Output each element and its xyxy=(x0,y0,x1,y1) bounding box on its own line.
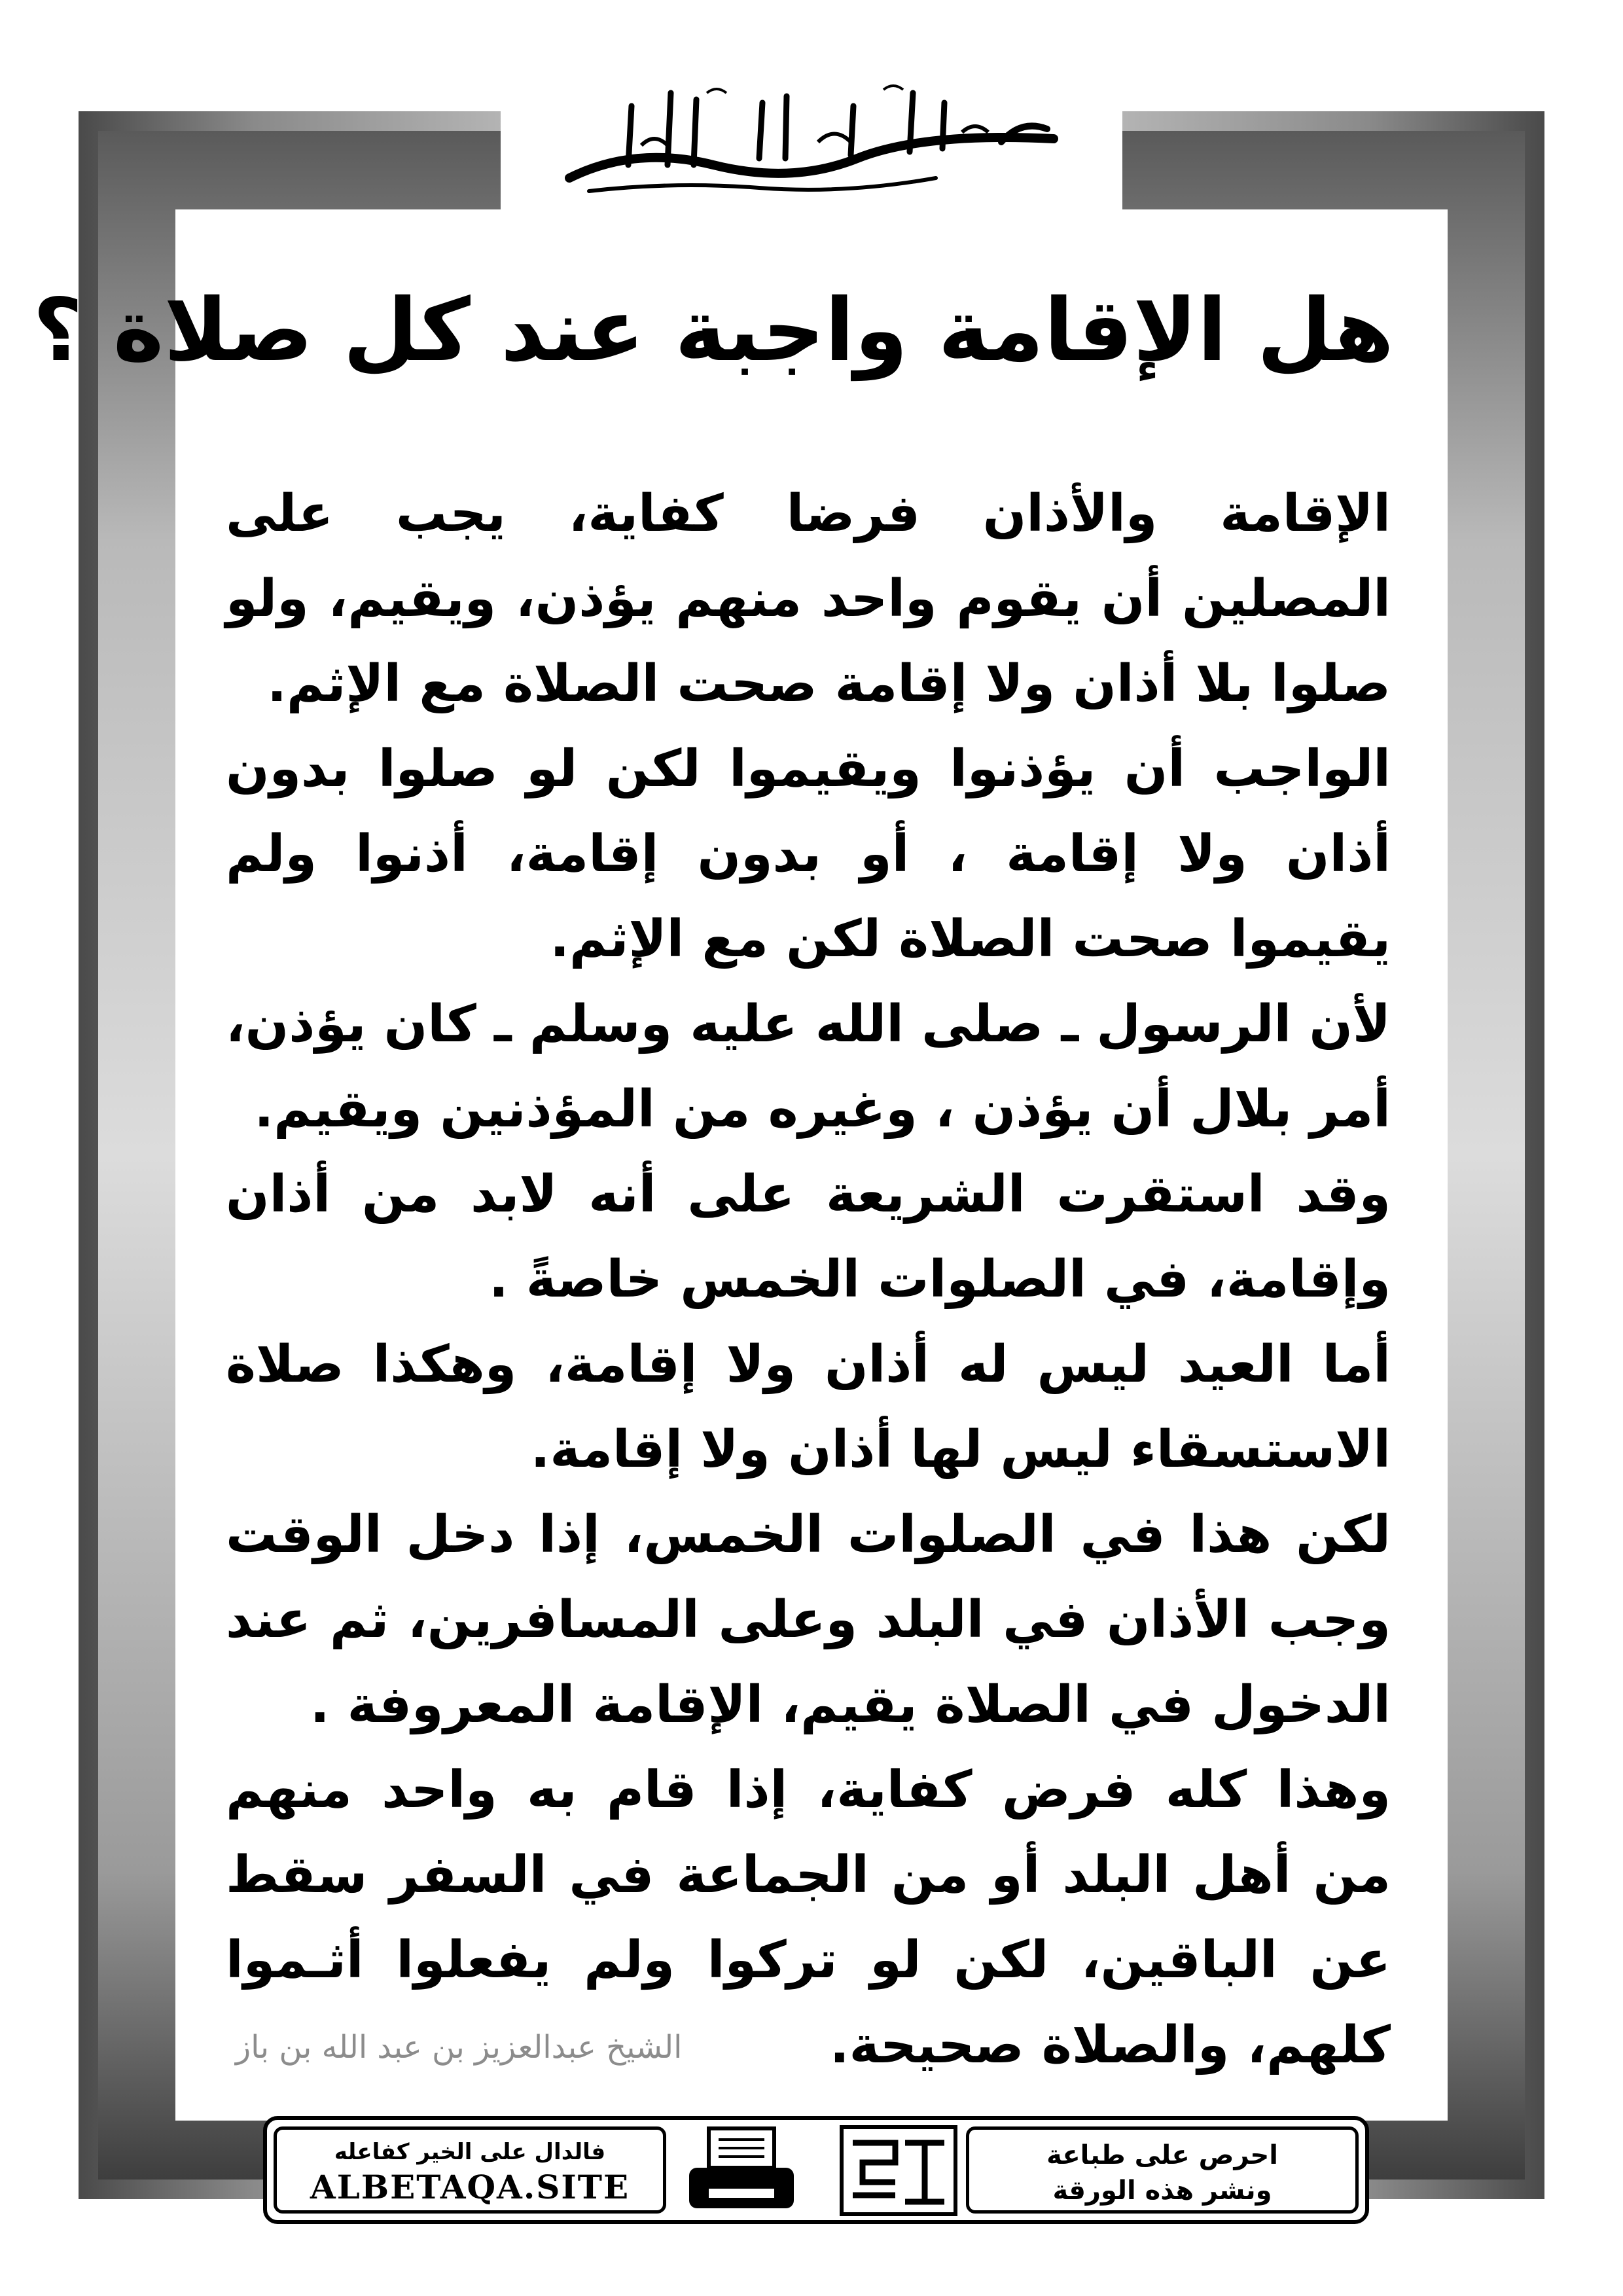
footer-site-box[interactable] xyxy=(274,2126,666,2214)
basmala-header xyxy=(501,60,1122,217)
footer-request-line-1: احرص على طباعة xyxy=(1046,2140,1278,2170)
paragraph: لأن الرسول ـ صلى الله عليه وسلم ـ كان يؤذن، أمر بلال أن يؤذن ، وغيره من المؤذنين ويقيم. xyxy=(226,995,1391,1139)
footer-site-link[interactable]: ALBETAQA.SITE xyxy=(310,2168,630,2206)
footer-slogan: فالدال على الخير كفاعله xyxy=(334,2139,606,2165)
basmala-calligraphy-icon xyxy=(543,67,1080,211)
paragraph: الواجب أن يؤذنوا ويقيموا لكن لو صلوا بدون أذان ولا إقامة ، أو بدون إقامة، أذنوا ولم يقيموا صحت الصلاة لكن مع الإثم. xyxy=(226,740,1391,969)
paragraph: وهذا كله فرض كفاية، إذا قام به واحد منهم من أهل البلد أو من الجماعة في السفر سقط عن الباقين، لكن لو تركوا ولم يفعلوا أثـموا كلهم، والصلاة صحيحة. xyxy=(226,1761,1391,2075)
page-title: هل الإقامة واجبة عند كل صلاة ؟ xyxy=(33,280,1394,381)
footer-banner xyxy=(263,2116,1369,2224)
printer-icon xyxy=(683,2123,800,2218)
paragraph: لكن هذا في الصلوات الخمس، إذا دخل الوقت وجب الأذان في البلد وعلى المسافرين، ثم عند الدخول في الصلاة يقيم، الإقامة المعروفة . xyxy=(226,1505,1391,1734)
dawa-logo-icon xyxy=(836,2123,961,2218)
paragraph: أما العيد ليس له أذان ولا إقامة، وهكذا صلاة الاستسقاء ليس لها أذان ولا إقامة. xyxy=(226,1335,1391,1479)
footer-request-line-2: ونشر هذه الورقة xyxy=(1052,2176,1272,2206)
article-body xyxy=(226,471,1391,2088)
paragraph: الإقامة والأذان فرضا كفاية، يجب على المصلين أن يقوم واحد منهم يؤذن، ويقيم، ولو صلوا بلا أذان ولا إقامة صحت الصلاة مع الإثم. xyxy=(226,484,1391,713)
paragraph: وقد استقرت الشريعة على أنه لابد من أذان وإقامة، في الصلوات الخمس خاصةً . xyxy=(226,1165,1391,1309)
author-signature: الشيخ عبدالعزيز بن عبد الله بن باز xyxy=(236,2029,683,2066)
footer-request-box xyxy=(966,2126,1359,2214)
